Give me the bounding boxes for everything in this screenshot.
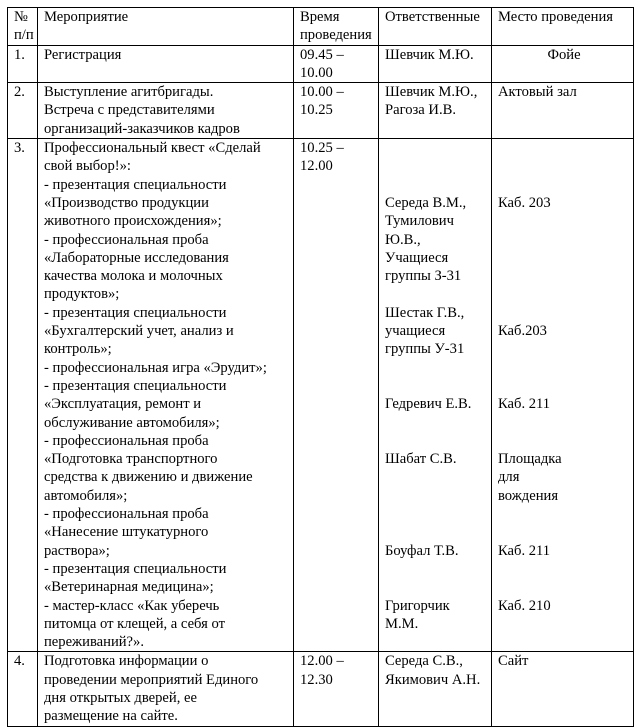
row-responsible: Шевчик М.Ю. [379,45,492,83]
schedule-table [7,7,634,727]
row-time: 10.25 – 12.00 [294,139,379,652]
table-row [8,139,634,652]
row-place: Фойе [492,45,634,83]
place-block: Каб.203 [498,323,547,340]
row-event: Подготовка информации о проведении мероприятий Единого дня открытых дверей, ее размещение на сайте. [38,652,294,726]
row-responsible [379,139,492,652]
header-event: Мероприятие [38,8,294,46]
responsible-block: Середа В.М., Тумилович Ю.В., Учащиеся группы З-31 [385,194,467,285]
responsible-block: Шабат С.В. [385,451,457,468]
row-event: Профессиональный квест «Сделай свой выбор!»: - презентация специальности «Производство продукции животного происхождения»; - профессиональная проба «Лабораторные исследования качества молока и молочных продуктов»; - презентация специальности «Бухгалтерский учет, анализ и контроль»; - профессиональная игра «Эрудит»; - презентация специальности «Эксплуатация, ремонт и обслуживание автомобиля»; - профессиональная проба «Подготовка транспортного средства к движению и движение автомобиля»; - профессиональная проба «Нанесение штукатурного раствора»; - презентация специальности «Ветеринарная медицина»; - мастер-класс «Как уберечь питомца от клещей, а себя от переживаний?». [38,139,294,652]
header-time: Время проведения [294,8,379,46]
row-time: 10.00 – 10.25 [294,83,379,139]
row-event: Выступление агитбригады. Встреча с представителями организаций-заказчиков кадров [38,83,294,139]
place-block: Каб. 211 [498,542,551,559]
table-row [8,83,634,139]
row-num: 2. [8,83,38,139]
place-block: Каб. 210 [498,597,551,614]
responsible-block: Боуфал Т.В. [385,542,459,559]
place-block: Площадка для вождения [498,451,562,504]
responsible-block: Шестак Г.В., учащиеся группы У-31 [385,304,465,358]
table-row [8,45,634,83]
table-row [8,652,634,726]
row-num: 3. [8,139,38,652]
header-num: № п/п [8,8,38,46]
header-place: Место проведения [492,8,634,46]
responsible-block: Гедревич Е.В. [385,396,472,413]
row-place: Актовый зал [492,83,634,139]
row-place: Сайт [492,652,634,726]
row-place [492,139,634,652]
row-num: 4. [8,652,38,726]
place-block: Каб. 211 [498,396,551,413]
row-time: 09.45 – 10.00 [294,45,379,83]
table-header-row [8,8,634,46]
responsible-block: Григорчик М.М. [385,597,450,632]
row-time: 12.00 –12.30 [294,652,379,726]
header-responsible: Ответственные [379,8,492,46]
row-responsible: Середа С.В., Якимович А.Н. [379,652,492,726]
place-block: Каб. 203 [498,194,551,211]
row-num: 1. [8,45,38,83]
row-responsible: Шевчик М.Ю., Рагоза И.В. [379,83,492,139]
row-event: Регистрация [38,45,294,83]
